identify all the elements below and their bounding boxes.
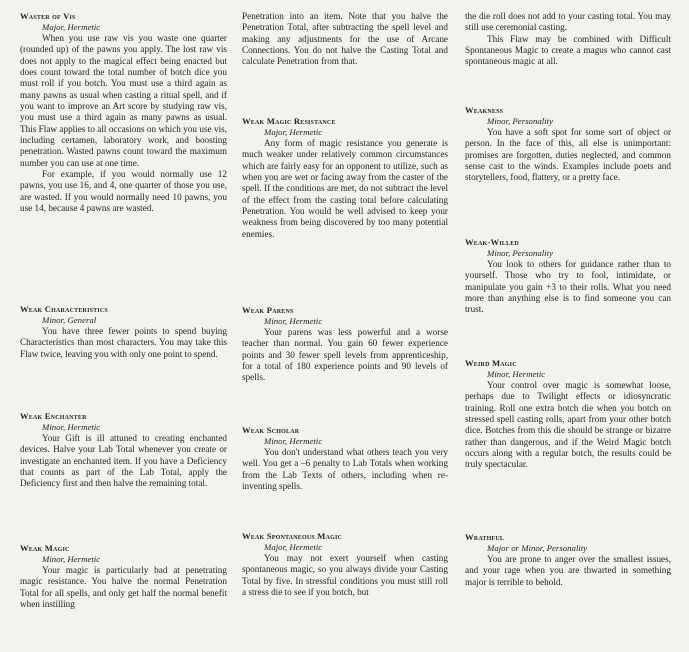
- entry-weak-magic-resistance: [242, 116, 448, 240]
- entry-weak-willed: [465, 237, 671, 316]
- entry-subtitle: Minor, General: [42, 315, 97, 325]
- entry-subtitle: Minor, Hermetic: [42, 554, 101, 564]
- entry-subtitle: Major, Hermetic: [264, 542, 323, 552]
- entry-title: Weak Characteristics: [20, 304, 108, 314]
- entry-paragraph: Any form of magic resistance you generate is much weaker under relatively common circumstances which are fairly easy for an opponent to utilize, such as when you are wet or facing away from the caster of the spell. If the conditions are met, do not subtract the level of the effect from the casting total before calculating Penetration. You would be well advised to keep your weakness from being discovered by too many potential enemies.: [242, 138, 448, 239]
- entry-weak-parens: [242, 305, 448, 384]
- entry-weak-spontaneous-magic: [242, 531, 448, 598]
- entry-title: Wrathful: [465, 532, 505, 542]
- entry-subtitle: Major, Hermetic: [42, 22, 101, 32]
- entry-paragraph: You have a soft spot for some sort of object or person. In the face of this, all else is unimportant: promises are forgotten, duties neglected, and common sense cast to the winds. Examples include poets and storytellers, food, flattery, or a pretty face.: [465, 127, 671, 183]
- entry-paragraph: You have three fewer points to spend buying Characteristics than most characters. You may take this Flaw twice, leaving you with only one point to spend.: [20, 326, 227, 359]
- entry-subtitle: Major, Hermetic: [264, 127, 323, 137]
- entry-weak-magic: [20, 543, 227, 610]
- entry-paragraph: You are prone to anger over the smallest issues, and your rage when you are thwarted in something major is terrible to behold.: [465, 554, 671, 587]
- entry-paragraph: You look to others for guidance rather than to yourself. Those who try to fool, intimidate, or manipulate you gain +3 to their rolls. What you need more than anything else is to find someone you can trust.: [465, 259, 671, 315]
- entry-title: Weakness: [465, 105, 504, 115]
- entry-paragraph: You may not exert yourself when casting spontaneous magic, so you always divide your Casting Total by five. In stressful conditions you must still roll a stress die to see if you botch, but: [242, 553, 448, 598]
- entry-title: Weak Scholar: [242, 425, 300, 435]
- entry-paragraph: Penetration into an item. Note that you halve the Penetration Total, after subtracting the spell level and making any adjustments for the use of Arcane Connections. You do not halve the Casting Total and calculate Penetration from that.: [242, 11, 448, 67]
- entry-title: Weak Magic: [20, 543, 70, 553]
- entry-weak-enchanter: [20, 411, 227, 490]
- entry-weak-spontaneous-magic-continued: [465, 11, 671, 68]
- entry-paragraph: This Flaw may be combined with Difficult Spontaneous Magic to create a magus who cannot cast spontaneous magic at all.: [465, 33, 671, 67]
- entry-waster-of-vis: [20, 11, 227, 215]
- entry-wrathful: [465, 532, 671, 588]
- entry-paragraph: Your Gift is ill attuned to creating enchanted devices. Halve your Lab Total whenever you create or investigate an enchanted item. If you have a Deficiency that counts as part of the Lab Total, apply the Deficiency first and then halve the remaining total.: [20, 433, 227, 489]
- entry-subtitle: Minor, Hermetic: [264, 316, 323, 326]
- entry-weakness: [465, 105, 671, 184]
- entry-title: Weak Parens: [242, 305, 294, 315]
- entry-title: Weak-Willed: [465, 237, 519, 247]
- entry-paragraph: the die roll does not add to your casting total. You may still use ceremonial casting.: [465, 11, 671, 33]
- entry-subtitle: Minor, Personality: [487, 116, 553, 126]
- entry-subtitle: Major or Minor, Personality: [487, 543, 588, 553]
- entry-weird-magic: [465, 358, 671, 471]
- entry-subtitle: Minor, Personality: [487, 248, 553, 258]
- entry-title: Weak Spontaneous Magic: [242, 531, 343, 541]
- entry-subtitle: Minor, Hermetic: [42, 422, 101, 432]
- entry-paragraph: For example, if you would normally use 12 pawns, you use 16, and 4, one quarter of those you use, are wasted. If you would normally need 10 pawns, you use 14, because 4 pawns are wasted.: [20, 169, 227, 214]
- entry-subtitle: Minor, Hermetic: [264, 436, 323, 446]
- entry-paragraph: Your parens was less powerful and a worse teacher than normal. You gain 60 fewer experience points and 30 fewer spell levels from apprenticeship, for a total of 180 experience points and 90 levels of spells.: [242, 327, 448, 383]
- entry-title: Waster of Vis: [20, 11, 76, 21]
- entry-title: Weak Magic Resistance: [242, 116, 336, 126]
- entry-paragraph: Your control over magic is somewhat loose, perhaps due to Twilight effects or idiosyncratic training. Roll one extra botch die when you botch on stressed spell casting rolls, apart from your other botch dice. Botches from this die should be strange or bizarre rather than dangerous, and if the Weird Magic botch occurs along with a regular botch, the results could be truly spectacular.: [465, 380, 671, 470]
- entry-paragraph: When you use raw vis you waste one quarter (rounded up) of the pawns you apply. The lost raw vis does not apply to the magical effect being enacted but does count toward the total number of botch dice you must roll if you botch. You must use a third again as many pawns as usual when casting a ritual spell, and if you want to improve an Art score by studying raw vis, you must use a third again as many pawns as usual. This Flaw applies to all occasions on which you use vis, including certamen, laboratory work, and boosting penetration. Wasted pawns count toward the maximum number you can use at one time.: [20, 33, 227, 168]
- entry-title: Weak Enchanter: [20, 411, 87, 421]
- entry-paragraph: Your magic is particularly bad at penetrating magic resistance. You halve the normal Penetration Total for all spells, and only get half the normal benefit when instilling: [20, 565, 227, 610]
- entry-weak-characteristics: [20, 304, 227, 360]
- entry-title: Weird Magic: [465, 358, 517, 368]
- entry-weak-magic-continued: [242, 11, 448, 68]
- entry-weak-scholar: [242, 425, 448, 492]
- entry-paragraph: You don't understand what others teach you very well. You get a –6 penalty to Lab Totals when working from the Lab Texts of others, including when re-inventing spells.: [242, 447, 448, 492]
- entry-subtitle: Minor, Hermetic: [487, 369, 546, 379]
